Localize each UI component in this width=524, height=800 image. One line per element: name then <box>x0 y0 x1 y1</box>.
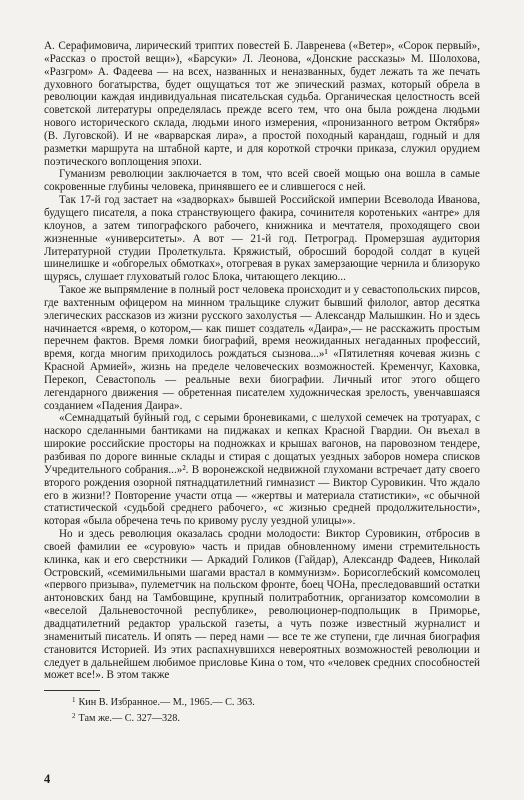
footnote-text: Кин В. Избранное.— М., 1965.— С. 363. <box>78 697 255 709</box>
page-number: 4 <box>44 772 51 786</box>
paragraph-4: Такое же выпрямление в полный рост человека происходит и у севастопольских пирсов, где вахтенным офицером на минном тральщике служит бывший филолог, автор десятка элегических рассказов из жизни русского захолустья — Александр Малышкин. Но и здесь начинается «время, о котором,— как пишет создатель «Даира»,— не расскажить простым перечнем фактов. Время ломки биографий, время неожиданных негаданных профессий, время, когда многим приходилось рождаться сызнова...»¹ «Пятилетняя кочевая жизнь с Красной Армией», жизнь на пределе человеческих возможностей. Кременчуг, Каховка, Перекоп, Севастополь — реальные вехи биографии. Личный итог этого общего легендарного движения — обретенная писателем художническая зрелость, увенчавшаяся созданием «Падения Даира». <box>44 284 480 412</box>
footnote-1 <box>72 694 480 710</box>
footnote-mark: 1 <box>72 696 76 705</box>
paragraph-1: А. Серафимовича, лирический триптих повестей Б. Лавренева («Ветер», «Сорок первый», «Рассказ о простой вещи»), «Барсуки» Л. Леонова, «Донские рассказы» М. Шолохова, «Разгром» А. Фадеева — на всех, названных и неназванных, будет лежать та же печать духовного богатырства, будет ощущаться тот же эпический размах, который обрела в революции каждая индивидуальная писательская судьба. Органическая целостность всей советской литературы определялась прежде всего тем, что она была рождена людьми нового исторического склада, людьми иного измерения, «пронизанного ветром Октября» (В. Луговской). И не «варварская лира», а простой походный карандаш, годный и для разметки маршрута на штабной карте, и для короткой строчки приказа, служил орудием поэтического воплощения эпохи. <box>44 40 480 168</box>
footnote-2 <box>72 710 480 726</box>
paragraph-2: Гуманизм революции заключается в том, что всей своей мощью она вошла в самые сокровенные глубины человека, принявшего ее и слившегося с ней. <box>44 168 480 194</box>
footnotes <box>44 694 480 725</box>
paragraph-6: Но и здесь революция оказалась сродни молодости: Виктор Суровикин, отбросив в своей фамилии ее «суровую» часть и придав обновленному имени стремительность клинка, как и его сверстники — Аркадий Голиков (Гайдар), Александр Фадеев, Николай Островский, «семимильными шагами врастал в коммунизм». Борисоглебский комсомолец «первого призыва», пулеметчик на польском фронте, боец ЧОНа, преследовавший остатки антоновских банд на Тамбовщине, крупный политработник, организатор комсомолии в «веселой Дальневосточной республике», революционер-подпольщик в Приморье, двадцатилетний редактор уральской газеты, а чуть позже известный журналист и знаменитый писатель. И опять — перед нами — все те же ступени, где личная биография становится Историей. Из этих распахнувшихся невероятных возможностей революции и следует в дальнейшем любимое присловье Кина о том, что «человек средних способностей может все!». В этом также <box>44 528 480 682</box>
footnote-mark: 2 <box>72 711 76 720</box>
paragraph-5: «Семнадцатый буйный год, с серыми броневиками, с шелухой семечек на тротуарах, с наскоро сделанными бантиками на пиджаках и кепках Красной Гвардии. Он въехал в широкие российские просторы на подножках и крышах вагонов, на паровозном тендере, разбивая по дороге винные склады и стирая с дощатых уездных заборов номера списков Учредительного собрания...»². В воронежской недвижной глухомани встречает дату своего второго рождения озорной пятнадцатилетний гимназист — Виктор Суровикин. Что ждало его в жизни!? Повторение участи отца — «жертвы и материала статистики», «с обычной статистической ‹судьбой среднего рабочего›, «с жизнью средней продолжительности», которая «была обречена течь по кривому руслу уездной улицы»». <box>44 412 480 528</box>
main-text <box>44 40 480 682</box>
paragraph-3: Так 17-й год застает на «задворках» бывшей Российской империи Всеволода Иванова, будущего писателя, а пока странствующего факира, сочинителя коротеньких «антре» для клоунов, а затем типографского рабочего, книжника и мечтателя, проходящего свои жизненные «университеты». А вот — 21-й год. Петроград. Промерзшая аудитория Литературной студии Пролеткульта. Кряжистый, обросший бородой солдат в куцей шинелишке и «обгорелых обмотках», отогревая в руках замерзающие чернила и близоруко щурясь, слушает глуховатый голос Блока, читающего лекцию... <box>44 194 480 284</box>
footnote-text: Там же.— С. 327—328. <box>78 712 180 724</box>
footnote-divider <box>44 690 100 691</box>
